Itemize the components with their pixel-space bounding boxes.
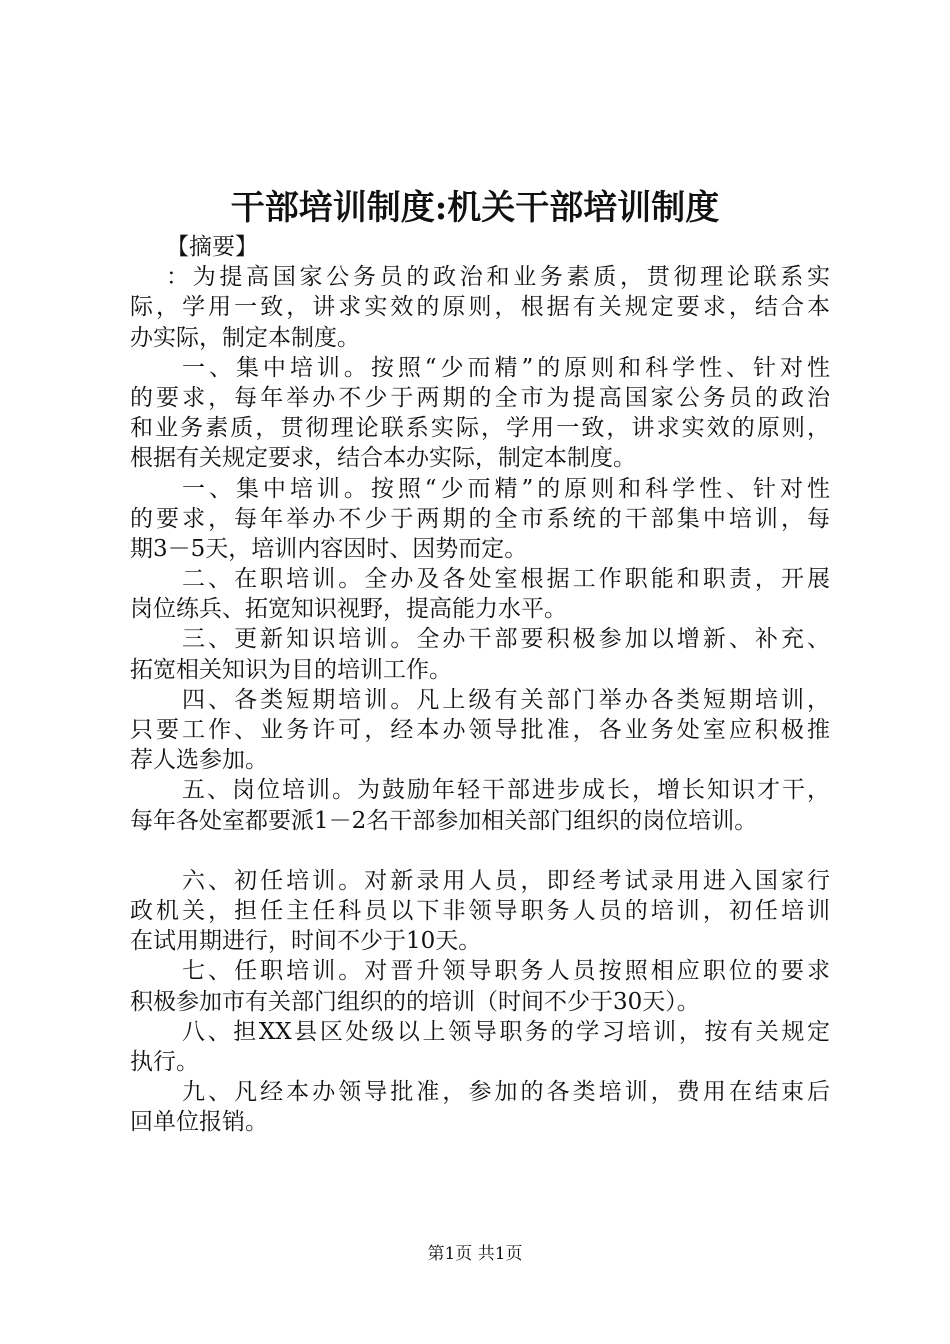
text-line: 九、凡经本办领导批准，参加的各类培训，费用在结束后 bbox=[182, 1079, 830, 1106]
text-line: 根据有关规定要求，结合本办实际，制定本制度。 bbox=[130, 445, 636, 472]
text-line: 积极参加市有关部门组织的的培训（时间不少于30天）。 bbox=[130, 988, 700, 1015]
text-line: 五、岗位培训。为鼓励年轻干部进步成长，增长知识才干， bbox=[182, 777, 830, 804]
text-line: 的要求，每年举办不少于两期的全市系统的干部集中培训，每 bbox=[130, 505, 830, 532]
text-line: 一、集中培训。按照“少而精”的原则和科学性、针对性 bbox=[182, 475, 830, 502]
text-line: 二、在职培训。全办及各处室根据工作职能和职责，开展 bbox=[182, 566, 830, 593]
text-line: 办实际，制定本制度。 bbox=[130, 324, 360, 351]
text-line: 在试用期进行，时间不少于10天。 bbox=[130, 928, 482, 955]
abstract-heading: 【摘要】 bbox=[166, 234, 258, 260]
text-line: 和业务素质，贯彻理论联系实际，学用一致，讲求实效的原则， bbox=[130, 415, 830, 442]
text-line: 三、更新知识培训。全办干部要积极参加以增新、补充、 bbox=[182, 626, 830, 653]
text-line: 执行。 bbox=[130, 1048, 199, 1075]
text-line: 拓宽相关知识为目的培训工作。 bbox=[130, 656, 452, 683]
text-line: 政机关，担任主任科员以下非领导职务人员的培训，初任培训 bbox=[130, 897, 830, 924]
text-line: 期3－5天，培训内容因时、因势而定。 bbox=[130, 535, 528, 562]
text-line: 只要工作、业务许可，经本办领导批准，各业务处室应积极推 bbox=[130, 717, 830, 743]
text-line: 八、担XX县区处级以上领导职务的学习培训，按有关规定 bbox=[182, 1018, 830, 1045]
text-line: 岗位练兵、拓宽知识视野，提高能力水平。 bbox=[130, 596, 567, 623]
paragraph-gap bbox=[130, 836, 830, 866]
text-line: 七、任职培训。对晋升领导职务人员按照相应职位的要求 bbox=[182, 958, 830, 985]
text-line: 六、初任培训。对新录用人员，即经考试录用进入国家行 bbox=[182, 867, 830, 894]
text-line: 际，学用一致，讲求实效的原则，根据有关规定要求，结合本 bbox=[130, 294, 830, 321]
text-line: 一、集中培训。按照“少而精”的原则和科学性、针对性 bbox=[182, 354, 830, 381]
document-title: 干部培训制度:机关干部培训制度 bbox=[230, 188, 720, 228]
text-line: 的要求，每年举办不少于两期的全市为提高国家公务员的政治 bbox=[130, 384, 830, 411]
text-line: 荐人选参加。 bbox=[130, 747, 268, 774]
text-line: 每年各处室都要派1－2名干部参加相关部门组织的岗位培训。 bbox=[130, 807, 758, 834]
text-line: 四、各类短期培训。凡上级有关部门举办各类短期培训， bbox=[182, 686, 830, 713]
text-line: 回单位报销。 bbox=[130, 1109, 268, 1136]
document-body bbox=[130, 232, 830, 1137]
text-line: ：为提高国家公务员的政治和业务素质，贯彻理论联系实 bbox=[166, 264, 830, 291]
page-footer: 第1页 共1页 bbox=[427, 1244, 523, 1264]
